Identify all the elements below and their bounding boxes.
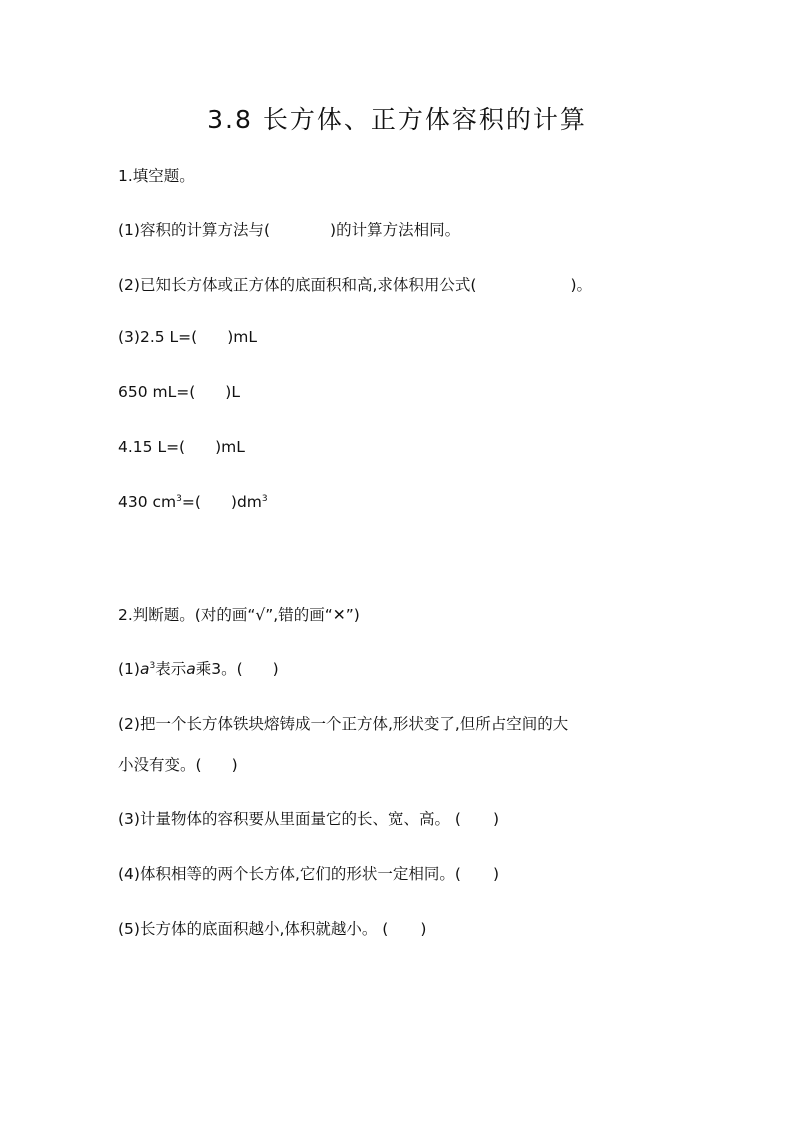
question-2-2-line1: (2)把一个长方体铁块熔铸成一个正方体,形状变了,但所占空间的大 bbox=[118, 715, 569, 733]
closing-paren: ) bbox=[492, 810, 499, 828]
equals-text: =( bbox=[181, 493, 201, 511]
question-1-1 bbox=[118, 218, 460, 240]
question-2-1 bbox=[118, 657, 279, 679]
question-text: 乘3。( bbox=[195, 660, 243, 678]
superscript: 3 bbox=[176, 494, 182, 504]
closing-paren: ) bbox=[231, 756, 238, 774]
question-1-3-a bbox=[118, 328, 257, 346]
exponent: 3 bbox=[149, 661, 156, 671]
question-number: (1) bbox=[118, 660, 140, 678]
question-text-before: 430 cm bbox=[118, 493, 177, 511]
question-text: 表示 bbox=[155, 660, 187, 678]
unit-text: )mL bbox=[227, 328, 257, 346]
unit-text: )mL bbox=[215, 438, 245, 456]
question-number: (2) bbox=[118, 276, 140, 294]
question-text: (3)计量物体的容积要从里面量它的长、宽、高。 ( bbox=[118, 810, 461, 828]
page-title: 3.8 长方体、正方体容积的计算 bbox=[207, 105, 587, 134]
question-text-after: )的计算方法相同。 bbox=[330, 221, 461, 239]
question-text-after: )。 bbox=[570, 276, 593, 294]
question-1-3-d bbox=[118, 493, 268, 511]
variable-a: a bbox=[139, 660, 150, 678]
closing-paren: ) bbox=[272, 660, 279, 678]
question-text-before: 容积的计算方法与( bbox=[139, 221, 271, 239]
question-text-before: (3)2.5 L=( bbox=[118, 328, 198, 346]
question-2-4 bbox=[118, 862, 499, 884]
question-2-2-line2 bbox=[118, 753, 238, 775]
question-number: (1) bbox=[118, 221, 140, 239]
question-1-3-b bbox=[118, 383, 240, 401]
question-text: (4)体积相等的两个长方体,它们的形状一定相同。( bbox=[118, 865, 461, 883]
question-text: (5)长方体的底面积越小,体积就越小。 ( bbox=[118, 920, 389, 938]
question-text-before: 4.15 L=( bbox=[118, 438, 186, 456]
unit-text: )L bbox=[225, 383, 240, 401]
superscript: 3 bbox=[261, 494, 268, 504]
section1-heading: 1.填空题。 bbox=[118, 167, 195, 185]
unit-text: )dm bbox=[230, 493, 262, 511]
variable-a: a bbox=[186, 660, 196, 678]
section2-heading: 2.判断题。(对的画“√”,错的画“✕”) bbox=[118, 606, 360, 624]
question-1-2 bbox=[118, 273, 592, 295]
question-2-5 bbox=[118, 917, 426, 939]
closing-paren: ) bbox=[492, 865, 499, 883]
question-2-3 bbox=[118, 807, 499, 829]
question-text-before: 650 mL=( bbox=[118, 383, 196, 401]
question-1-3-c bbox=[118, 438, 245, 456]
question-text: 小没有变。( bbox=[118, 756, 202, 774]
closing-paren: ) bbox=[420, 920, 427, 938]
question-text-before: 已知长方体或正方体的底面积和高,求体积用公式( bbox=[139, 276, 477, 294]
